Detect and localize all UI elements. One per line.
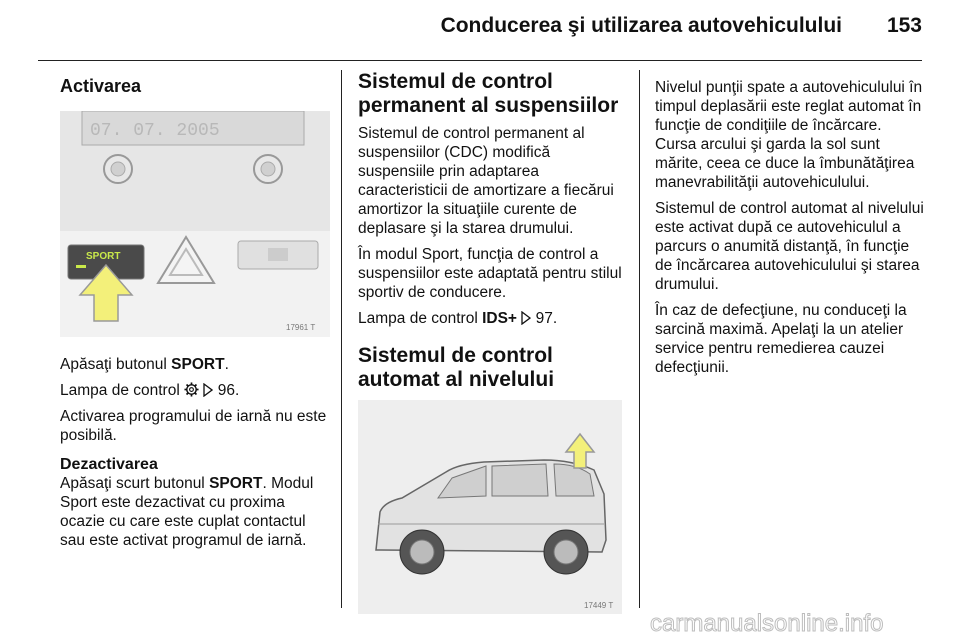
column-divider-2 xyxy=(639,70,640,608)
gear-icon xyxy=(184,382,199,397)
lamp-ids-text: Lampa de control IDS+ 97. xyxy=(358,310,558,327)
level-paragraph-1: Nivelul punţii spate a autovehiculului în timpul deplasării este reglat automat în funcţie de condiţiile de încărcare. Cursa arcului şi garda la sol sunt mărite, ceea ce duce la îmbunătăţirea manevrabilităţii autovehiculului. xyxy=(655,79,923,191)
heading-deactivate: Dezactivarea xyxy=(60,456,158,473)
heading-level-control: Sistemul de control automat al nivelului xyxy=(358,344,555,391)
sport-button-label: SPORT xyxy=(86,251,121,262)
figure-code: 17449 T xyxy=(584,601,614,610)
column-1 xyxy=(60,70,330,557)
level-paragraph-2: Sistemul de control automat al nivelului este activat după ce autovehiculul a parcurs o anumită distanţă, în funcţie de încărcarea autovehiculului şi starea drumului. xyxy=(655,200,924,293)
level-paragraph-3: În caz de defecţiune, nu conduceţi la sarcină maximă. Apelaţi la un atelier service pentru remedierea cauzei defecţiunii. xyxy=(655,302,907,376)
press-sport-text: Apăsaţi butonul SPORT. xyxy=(60,356,229,373)
column-2 xyxy=(358,70,630,614)
watermark-text: carmanualsonline.info xyxy=(650,610,884,636)
lamp-reference-text: Lampa de control 96. xyxy=(60,382,240,399)
car-illustration xyxy=(358,400,622,614)
figure-code: 17961 T xyxy=(286,323,316,332)
winter-note: Activarea programului de iarnă nu este posibilă. xyxy=(60,408,327,444)
arrow-ref-icon xyxy=(521,311,531,325)
column-3 xyxy=(655,78,925,384)
heading-cdc: Sistemul de control permanent al suspensiilor xyxy=(358,70,619,117)
arrow-ref-icon xyxy=(203,383,213,397)
sport-button-illustration xyxy=(60,111,330,337)
column-divider-1 xyxy=(341,70,342,608)
watermark-logo xyxy=(650,610,946,636)
sport-mode-text: În modul Sport, funcţia de control a suspensiilor este adaptată pentru stilul sportiv de conducere. xyxy=(358,246,622,301)
figure-car-level xyxy=(358,400,622,614)
display-text: 07. 07. 2005 xyxy=(90,121,220,141)
heading-activate: Activarea xyxy=(60,76,142,96)
header-rule xyxy=(38,60,922,61)
cdc-text: Sistemul de control permanent al suspensiilor (CDC) modifică suspensiile prin adaptarea caracteristicii de amortizare a fiecărui amortizor la situaţiile curente de deplasare şi la starea drumului. xyxy=(358,125,614,237)
figure-sport-button xyxy=(60,111,330,337)
page-header-title: Conducerea şi utilizarea autovehiculului xyxy=(440,14,842,37)
deactivate-text: Apăsaţi scurt butonul SPORT. Modul Sport este dezactivat cu proxima ocazie cu care este cuplat contactul sau este activat programul de iarnă. xyxy=(60,475,314,549)
page-number: 153 xyxy=(886,14,922,37)
